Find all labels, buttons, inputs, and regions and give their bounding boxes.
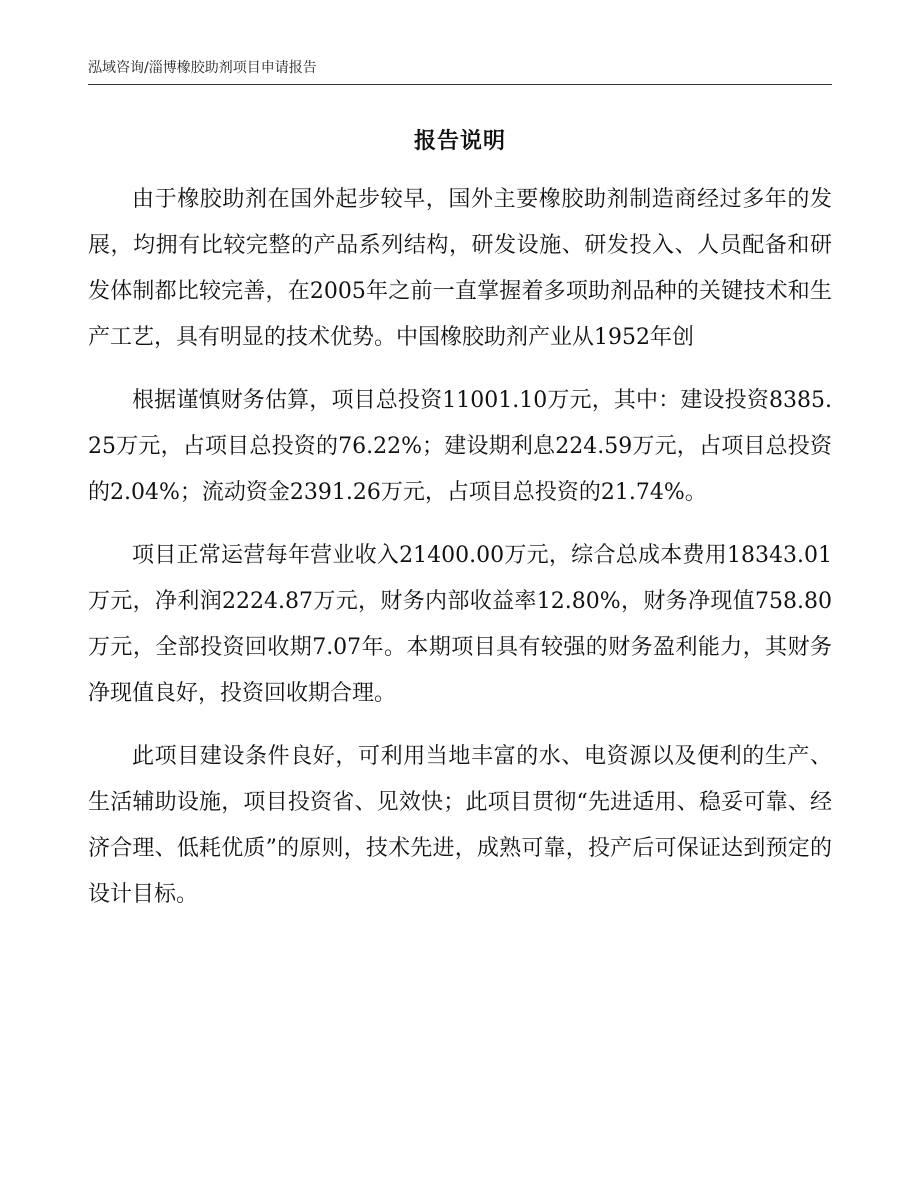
- paragraph-investment: 根据谨慎财务估算，项目总投资11001.10万元，其中：建设投资8385.25万元，占项目总投资的76.22%；建设期利息224.59万元，占项目总投资的2.04%；流动资金2391.26万元，占项目总投资的21.74%。: [88, 388, 832, 505]
- document-title: 报告说明: [413, 129, 506, 154]
- paragraph-conditions: 此项目建设条件良好，可利用当地丰富的水、电资源以及便利的生产、生活辅助设施，项目投资省、见效快；此项目贯彻“先进适用、稳妥可靠、经济合理、低耗优质”的原则，技术先进，成熟可靠，投产后可保证达到预定的设计目标。: [88, 744, 832, 907]
- document-body: [88, 177, 832, 935]
- paragraph-background: 由于橡胶助剂在国外起步较早，国外主要橡胶助剂制造商经过多年的发展，均拥有比较完整的产品系列结构，研发设施、研发投入、人员配备和研发体制都比较完善，在2005年之前一直掌握着多项助剂品种的关键技术和生产工艺，具有明显的技术优势。中国橡胶助剂产业从1952年创: [88, 187, 832, 350]
- page-header: 泓域咨询/淄博橡胶助剂项目申请报告: [88, 58, 832, 85]
- paragraph-revenue: 项目正常运营每年营业收入21400.00万元，综合总成本费用18343.01万元，净利润2224.87万元，财务内部收益率12.80%，财务净现值758.80万元，全部投资回收期7.07年。本期项目具有较强的财务盈利能力，其财务净现值良好，投资回收期合理。: [88, 543, 832, 706]
